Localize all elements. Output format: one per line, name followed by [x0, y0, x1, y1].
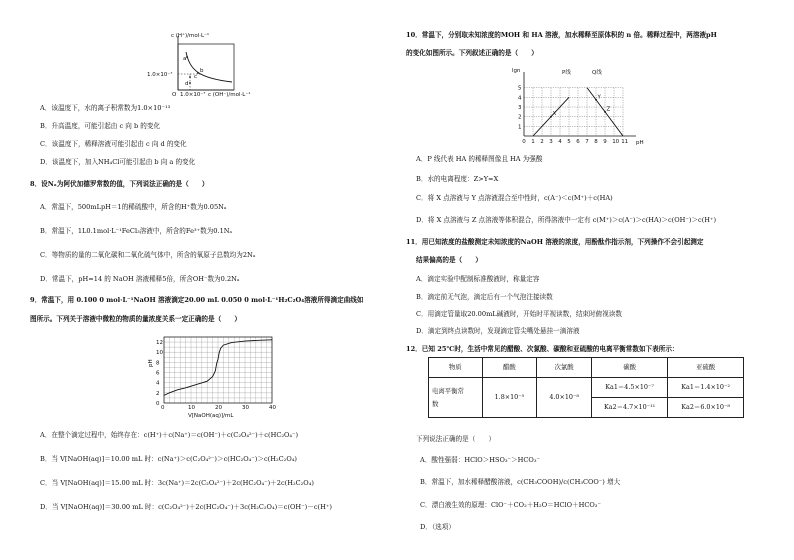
q9-stem-line2: 图所示。下列关于溶液中微粒的物质的量浓度关系一定正确的是（ ） — [30, 315, 241, 323]
q9-option-c: C．当 V[NaOH(aq)]＝15.00 mL 时：3c(Na⁺)＝2c(C₂O₄²⁻)＋2c(HC₂O₄⁻)＋2c(H₂C₂O₄) — [40, 479, 314, 487]
titration-y-tick: 2 — [156, 390, 160, 397]
fig-top-xtick: 1.0×10⁻⁷ — [180, 92, 206, 98]
q11-stem-line1: 11．用已知浓度的盐酸测定未知浓度的NaOH 溶液的浓度，用酚酞作指示剂，下列操作不会引起测定 — [406, 238, 704, 246]
table-header-acetic: 醋酸 — [482, 358, 537, 378]
table-cell-h2co3-k2: Ka2＝4.7×10⁻¹¹ — [591, 398, 667, 418]
q8-option-b: B．常温下，1L0.1mol·L⁻¹FeCl₃溶液中，所含的Fe³⁺数为0.1Nₐ — [40, 227, 233, 235]
dilution-x-tick: 4 — [558, 139, 562, 145]
q12-option-b: B．常温下，加水稀释醋酸溶液，c(CH₃COOH)/c(CH₃COO⁻) 增大 — [420, 478, 621, 486]
dilution-x-tick: 3 — [549, 139, 553, 145]
q11-option-c: C．用滴定管量取20.00mL碱液时，开始时平视读数，结束时俯视读数 — [416, 310, 622, 318]
table-cell-h2so3-k1: Ka1＝1.4×10⁻² — [668, 378, 744, 398]
titration-y-tick: 8 — [156, 360, 160, 367]
dilution-y-tick: 3 — [518, 105, 522, 111]
titration-x-tick: 40 — [269, 405, 276, 411]
dilution-chart — [512, 64, 662, 152]
dilution-ylabel: lgn — [512, 68, 521, 74]
q11-option-d: D．滴定到终点读数时，发现滴定管尖嘴处悬挂一滴溶液 — [416, 327, 580, 335]
q7-option-c: C．该温度下，稀释溶液可能引起由 c 向 d 的变化 — [40, 140, 187, 148]
q12-option-a: A．酸性强弱：HClO＞HSO₃⁻＞HCO₃⁻ — [420, 456, 540, 464]
table-cell-h2so3-k2: Ka2＝6.0×10⁻⁸ — [668, 398, 744, 418]
q10-option-b: B．水的电离程度：Z>Y=X — [416, 175, 499, 183]
dilution-x-tick: 9 — [603, 139, 607, 145]
table-cell-acetic: 1.8×10⁻⁵ — [482, 378, 537, 418]
q9-option-a: A．在整个滴定过程中，始终存在：c(H⁺)＋c(Na⁺)＝c(OH⁻)＋c(C₂O₄²⁻)＋c(HC₂O₄⁻) — [40, 431, 299, 439]
fig-top-point-a: a — [183, 56, 187, 62]
titration-x-tick: 10 — [188, 405, 195, 411]
titration-y-tick: 6 — [156, 370, 160, 377]
q11-option-a: A．滴定实验中配制标准酸液时，称量定容 — [416, 275, 540, 283]
q9-option-b: B．当 V[NaOH(aq)]＝10.00 mL 时：c(Na⁺)＞c(C₂O₄²⁻)＞c(HC₂O₄⁻)＞c(H₂C₂O₄) — [40, 455, 297, 463]
fig-top-xlabel: c (OH⁻)/mol·L⁻¹ — [208, 92, 251, 98]
titration-x-tick: 20 — [215, 405, 222, 411]
q8-stem: 8．设Nₐ为阿伏加德罗常数的值，下列说法正确的是（ ） — [30, 180, 209, 188]
q10-option-a: A．P 线代表 HA 的稀释图像且 HA 为强酸 — [416, 155, 543, 163]
dilution-x-tick: 1 — [531, 139, 535, 145]
q12-sub: 下列说法正确的是（ ） — [416, 435, 496, 443]
dilution-x-tick: 7 — [585, 139, 589, 145]
point-label-x: X — [552, 111, 557, 118]
point-c — [189, 76, 191, 78]
fig-top-point-c: c — [194, 74, 198, 80]
table-cell-hclo: 4.0×10⁻⁸ — [537, 378, 592, 418]
q10-option-d: D．将 X 点溶液与 Z 点溶液等体积混合，所得溶液中一定有 c(M⁺)＞c(A⁻)＞c(HA)＞c(OH⁻)＞c(H⁺) — [416, 216, 717, 224]
q8-option-c: C．等物质的量的二氧化碳和二氧化硫气体中，所含的氧原子总数均为2Nₐ — [40, 251, 256, 259]
dilution-xlabel: pH — [636, 140, 644, 146]
q7-option-d: D．该温度下，加入NH₄Cl可能引起由 b 向 a 的变化 — [40, 158, 196, 166]
dilution-y-tick: 2 — [518, 114, 522, 121]
point-label-y: Y — [597, 94, 601, 101]
dilution-x-tick: 11 — [621, 139, 629, 145]
q7-option-a: A．该温度下，水的离子积常数为1.0×10⁻¹³ — [40, 104, 171, 112]
q12-stem: 12．已知 25℃时，生活中常见的醋酸、次氯酸、碳酸和亚硫酸的电离平衡常数如下表所示： — [406, 345, 679, 353]
fig-top-point-d: d — [185, 81, 189, 87]
titration-xlabel: V[NaOH(aq)]/mL — [188, 413, 234, 419]
line-q-label: Q线 — [592, 70, 602, 76]
titration-x-tick: 30 — [242, 405, 249, 411]
dilution-x-tick: 10 — [612, 139, 620, 145]
dilution-y-tick: 1 — [518, 124, 522, 131]
q10-stem-line1: 10．常温下，分别取未知浓度的MOH 和 HA 溶液，加水稀释至原体积的 n 倍。稀释过程中，两溶液pH — [406, 31, 717, 39]
q11-option-b: B．滴定前无气泡，滴定后有一个气泡注接读数 — [416, 293, 553, 301]
q11-stem-line2: 结果偏高的是（ ） — [416, 256, 482, 264]
table-row-label-line2: 数 — [432, 399, 439, 408]
table-header-hclo: 次氯酸 — [537, 358, 592, 378]
table-row-label-line1: 电离平衡常 — [432, 387, 464, 396]
titration-y-tick: 12 — [156, 340, 163, 347]
line-p-label: P线 — [562, 70, 571, 76]
q9-option-d: D．当 V[NaOH(aq)]＝30.00 mL 时：c(C₂O₄²⁻)＋2c(HC₂O₄⁻)＋3c(H₂C₂O₄)＝c(OH⁻)－c(H⁺) — [40, 503, 332, 511]
q7-option-b: B．升高温度，可能引起由 c 向 b 的变化 — [40, 122, 161, 130]
dilution-y-tick: 5 — [518, 85, 522, 92]
point-d — [189, 82, 191, 84]
table-header-substance: 物质 — [429, 358, 483, 378]
table-header-h2co3: 碳酸 — [591, 358, 667, 378]
titration-chart — [148, 333, 284, 419]
ion-product-figure — [147, 30, 278, 98]
fig-top-point-b: b — [200, 68, 204, 74]
table-header-h2so3: 亚硫酸 — [668, 358, 744, 378]
titration-y-tick: 0 — [156, 401, 160, 407]
dilution-y-tick: 4 — [518, 95, 522, 102]
q8-option-d: D．常温下，pH=14 的 NaOH 溶液稀释5倍，所含OH⁻数为0.2Nₐ — [40, 275, 240, 283]
q10-stem-line2: 的变化如图所示。下列叙述正确的是（ ） — [406, 49, 538, 57]
table-row-label — [429, 378, 483, 418]
q12-option-d: D．（选项） — [420, 523, 455, 531]
table-cell-h2co3-k1: Ka1＝4.5×10⁻⁷ — [591, 378, 667, 398]
q10-option-c: C．将 X 点溶液与 Y 点溶液混合至中性时，c(A⁻)＜c(M⁺)＋c(HA) — [416, 194, 613, 202]
dilution-x-tick: 5 — [567, 139, 571, 145]
titration-y-tick: 4 — [156, 380, 160, 387]
dilution-x-tick: 2 — [540, 139, 544, 145]
titration-x-tick: 0 — [161, 405, 165, 411]
dilution-x-tick: 0 — [522, 139, 526, 145]
point-label-z: Z — [606, 106, 611, 113]
q9-stem-line1: 9．常温下，用 0.100 0 mol·L⁻¹NaOH 溶液滴定20.00 mL 0.050 0 mol·L⁻¹H₂C₂O₄溶液所得滴定曲线如 — [30, 296, 364, 304]
q12-option-c: C．漂白液生效的原理：ClO⁻＋CO₂＋H₂O＝HClO＋HCO₃⁻ — [420, 501, 601, 509]
point-b — [197, 72, 199, 74]
fig-top-ytick: 1.0×10⁻⁷ — [147, 72, 173, 78]
fig-top-ylabel: c (H⁺)/mol·L⁻¹ — [171, 33, 210, 39]
dilution-x-tick: 8 — [594, 139, 598, 145]
q8-option-a: A．常温下，500mLpH＝1的稀硫酸中，所含的H⁺数为0.05Nₐ — [40, 203, 227, 211]
titration-ylabel: pH — [148, 359, 154, 367]
dilution-x-tick: 6 — [576, 139, 580, 145]
fig-top-origin: O — [172, 92, 177, 98]
ionization-constant-table — [428, 357, 744, 418]
titration-y-tick: 10 — [156, 350, 163, 357]
